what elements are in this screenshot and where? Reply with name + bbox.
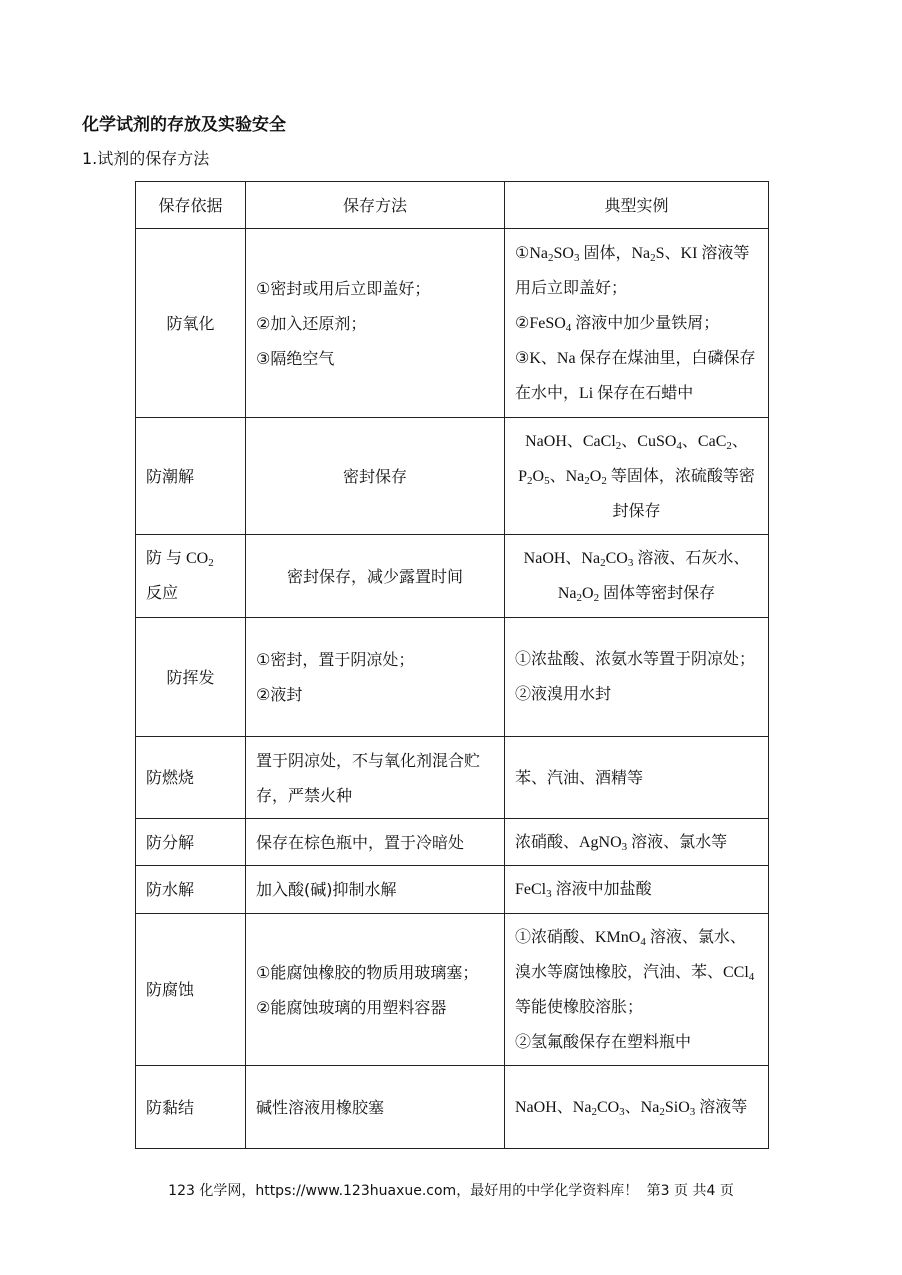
header-basis: 保存依据 [136,182,246,229]
row-method [246,618,505,737]
row-method [246,914,505,1066]
row-basis: 防挥发 [136,618,246,737]
row-basis: 防分解 [136,819,246,866]
row-basis: 防 与 $CO_2$ 反应 [136,535,246,618]
row-example: NaOH、$Na_2CO_3$、$Na_2SiO_3$ 溶液等 [505,1066,769,1149]
row-basis: 防腐蚀 [136,914,246,1066]
row-example: ①浓硝酸、KMnO$_4$ 溶液、氯水、溴水等腐蚀橡胶，汽油、苯、CCl$_4$ 等能使橡胶溶胀； ②氢氟酸保存在塑料瓶中 [505,914,769,1066]
table-row [136,866,769,914]
header-method: 保存方法 [246,182,505,229]
row-method: 碱性溶液用橡胶塞 [246,1066,505,1149]
row-method [246,229,505,418]
method-line: ①密封或用后立即盖好； [256,278,431,298]
row-method: 置于阴凉处，不与氧化剂混合贮存，严禁火种 [246,737,505,819]
method-line: ②能腐蚀玻璃的用塑料容器 [256,997,447,1017]
row-example: 浓硝酸、AgNO$_3$ 溶液、氯水等 [505,819,769,866]
footer-site-text: 123 化学网，https://www.123huaxue.com，最好用的中学化学资料库！ [168,1183,639,1199]
row-example: ①浓盐酸、浓氨水等置于阴凉处； ②液溴用水封 [505,618,769,737]
row-basis: 防氧化 [136,229,246,418]
row-method: 密封保存 [246,418,505,535]
table-row [136,229,769,418]
row-basis: 防燃烧 [136,737,246,819]
row-method: 密封保存，减少露置时间 [246,535,505,618]
row-example: 苯、汽油、酒精等 [505,737,769,819]
method-line: ②加入还原剂； [256,313,367,333]
table-row [136,535,769,618]
row-example: $①Na_2SO_3$ 固体，$Na_2S$、KI 溶液等用后立即盖好； ②FeSO$_4$ 溶液中加少量铁屑； ③K、Na 保存在煤油里，白磷保存在水中，Li 保存在石蜡中 [505,229,769,418]
method-line: ①能腐蚀橡胶的物质用玻璃塞； [256,962,479,982]
page-title: 化学试剂的存放及实验安全 [82,115,286,135]
row-example: FeCl$_3$ 溶液中加盐酸 [505,866,769,914]
footer-page-number: 第3 页 共4 页 [646,1183,734,1199]
row-basis: 防水解 [136,866,246,914]
table-row [136,819,769,866]
table-header-row [136,182,769,229]
method-line: ②液封 [256,685,303,704]
row-example: NaOH、$Na_2CO_3$ 溶液、石灰水、$Na_2O_2$ 固体等密封保存 [505,535,769,618]
row-basis: 防黏结 [136,1066,246,1149]
table-row [136,418,769,535]
storage-table [135,181,769,1149]
header-example: 典型实例 [505,182,769,229]
table-row [136,914,769,1066]
row-example: NaOH、CaCl$_2$、CuSO$_4$、CaC$_2$、$P_2O_5$、$Na_2O_2$ 等固体，浓硫酸等密封保存 [505,418,769,535]
method-line: ③隔绝空气 [256,348,335,368]
page-footer [0,1180,902,1200]
table-row [136,1066,769,1149]
method-line: ①密封，置于阴凉处； [256,650,415,669]
row-method: 加入酸(碱)抑制水解 [246,866,505,914]
row-basis: 防潮解 [136,418,246,535]
table-row [136,618,769,737]
section-heading: 1.试剂的保存方法 [82,149,210,168]
row-method: 保存在棕色瓶中，置于冷暗处 [246,819,505,866]
table-row [136,737,769,819]
